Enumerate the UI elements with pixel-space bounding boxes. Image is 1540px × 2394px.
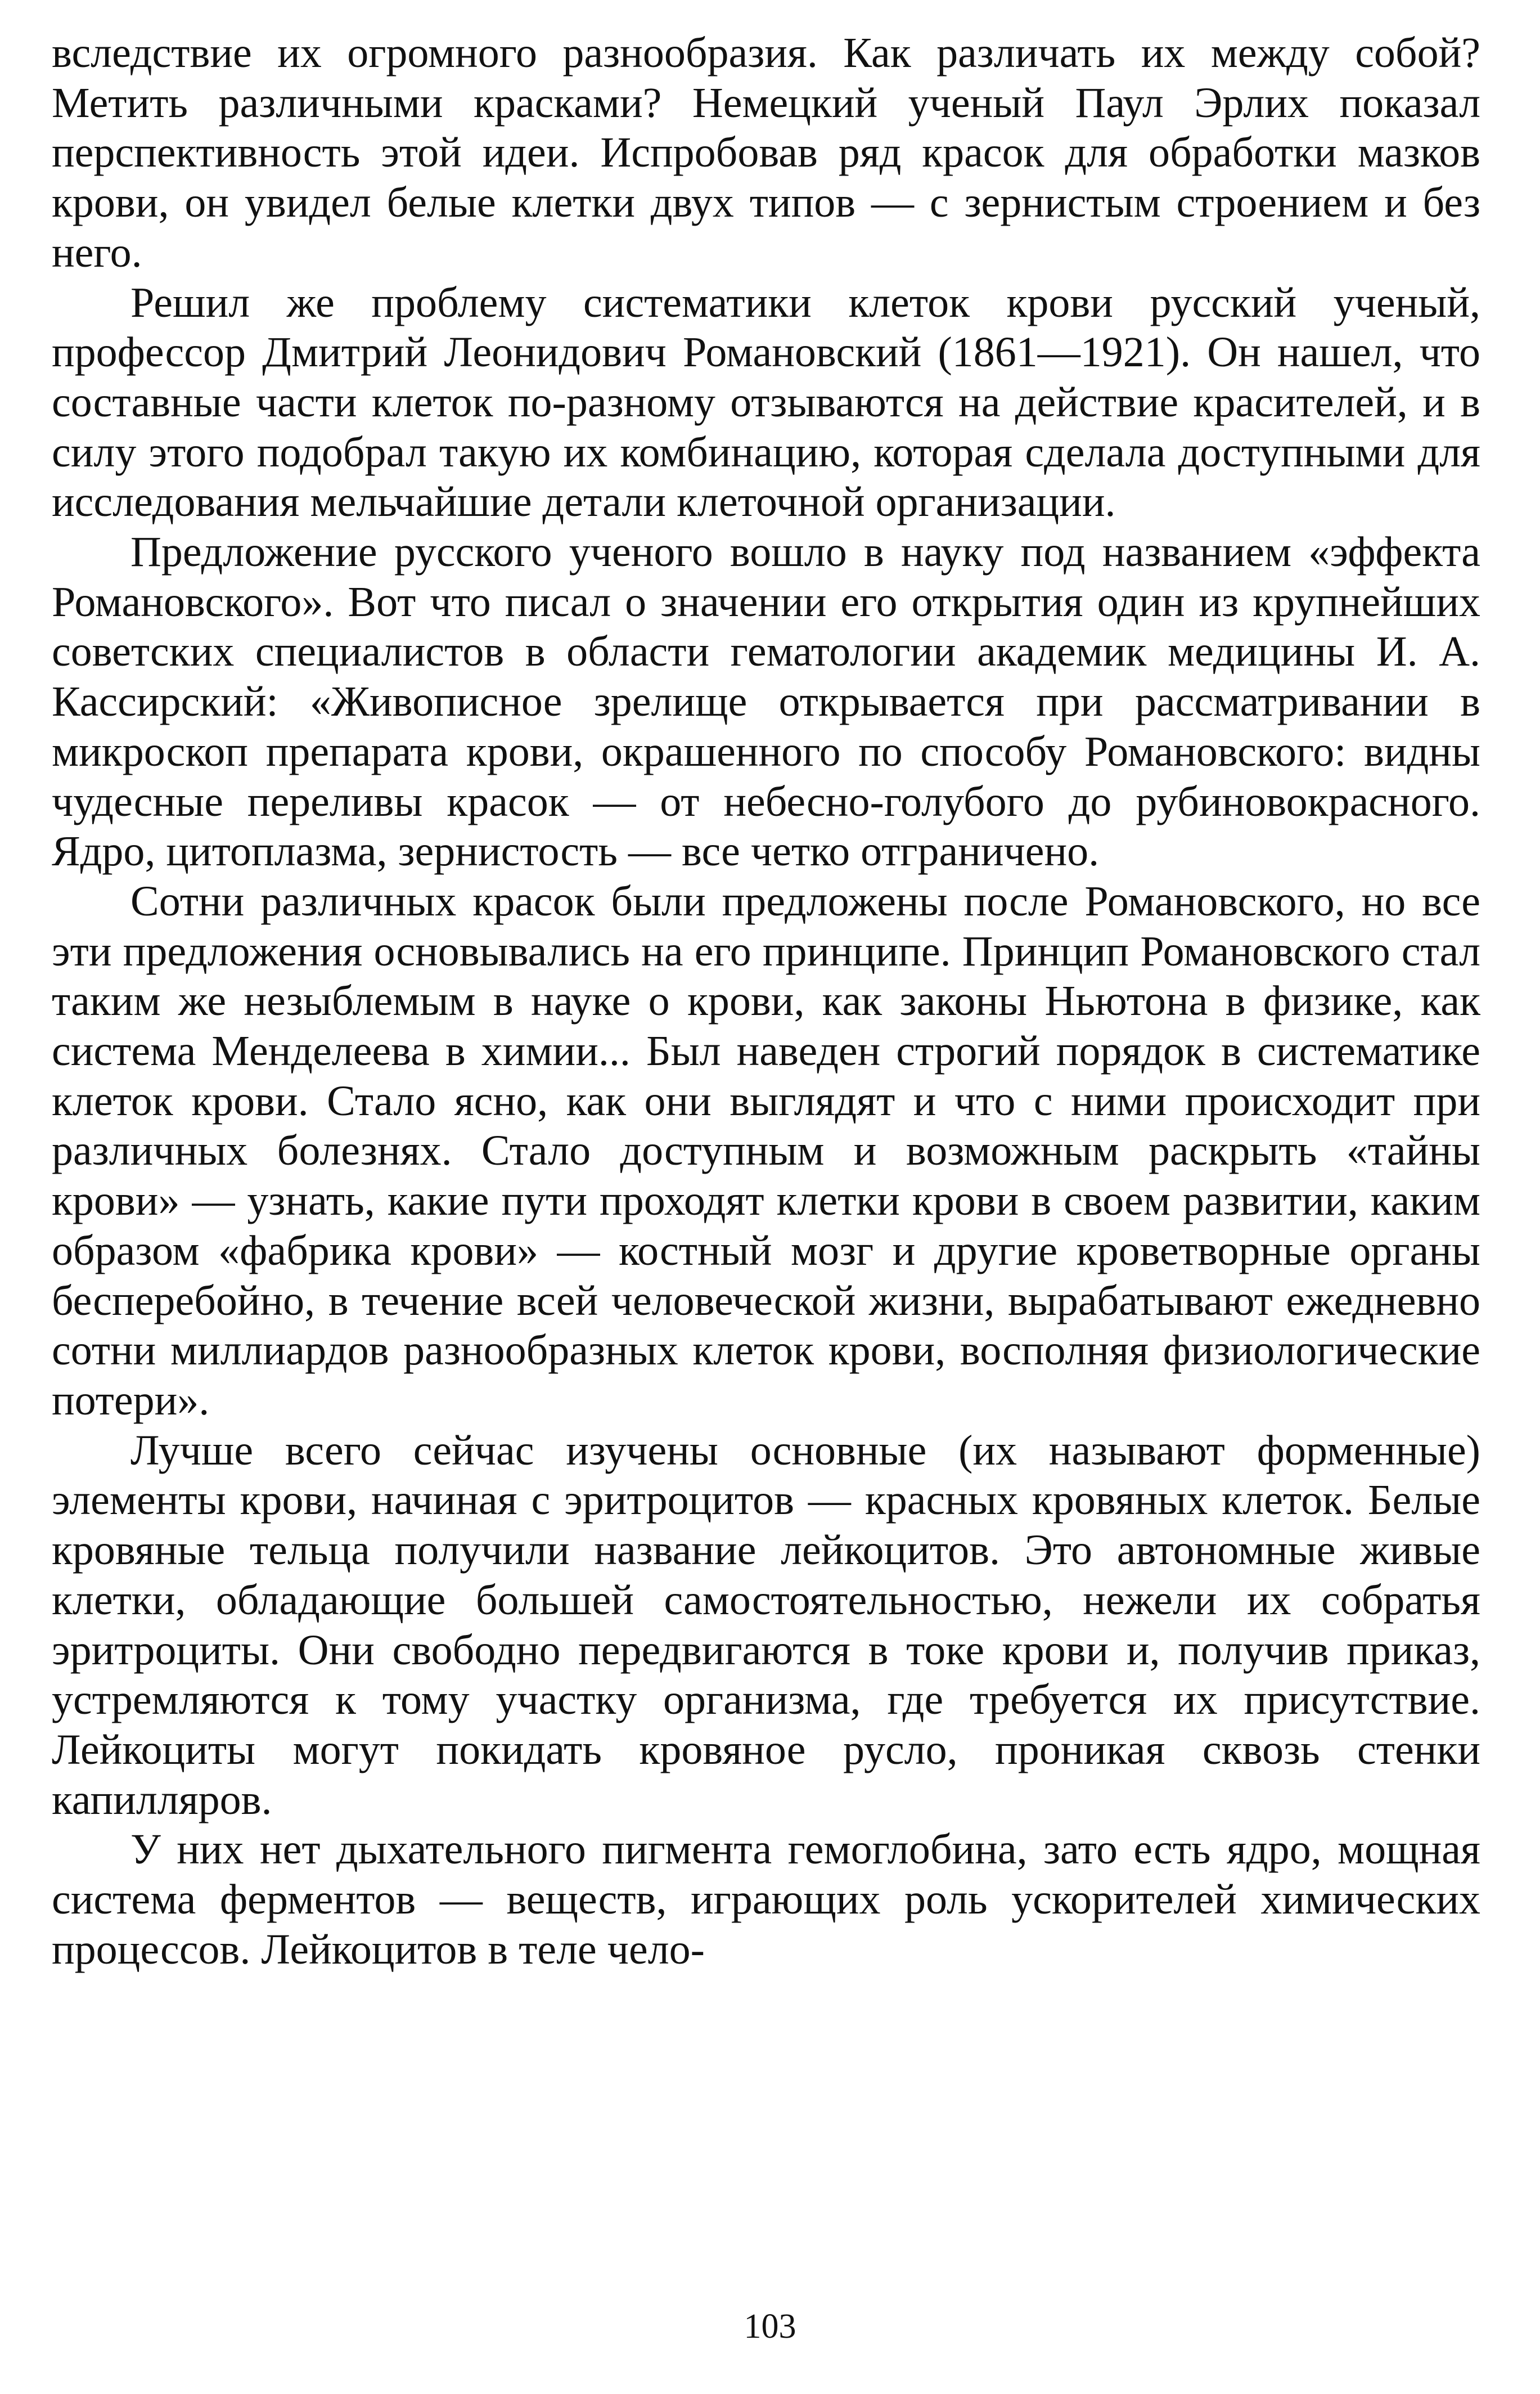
page-number: 103 <box>744 2307 796 2346</box>
paragraph-4: Сотни различных красок были предложены после Романовского, но все эти предложения основывались на его принципе. Принцип Романовского стал таким же незыблемым в науке о крови, как законы Ньютона в физике, как система Менделеева в химии... Был наведен строгий порядок в систематике клеток крови. Стало ясно, как они выглядят и что с ними происходит при различных болезнях. Стало доступным и возможным раскрыть «тайны крови» — узнать, какие пути проходят клетки крови в своем развитии, каким образом «фабрика крови» — костный мозг и другие кроветворные органы бесперебойно, в течение всей человеческой жизни, вырабатывают ежедневно сотни миллиардов разнообразных клеток крови, восполняя физиологические потери». <box>52 877 1480 1424</box>
paragraph-1: вследствие их огромного разнообразия. Как различать их между собой? Метить различными красками? Немецкий ученый Паул Эрлих показал перспективность этой идеи. Испробовав ряд красок для обработки мазков крови, он увидел белые клетки двух типов — с зернистым строением и без него. <box>52 29 1480 276</box>
page-body <box>52 28 1480 2335</box>
paragraph-5: Лучше всего сейчас изучены основные (их называют форменные) элементы крови, начиная с эритроцитов — красных кровяных клеток. Белые кровяные тельца получили название лейкоцитов. Это автономные живые клетки, обладающие большей самостоятельностью, нежели их собратья эритроциты. Они свободно передвигаются в токе крови и, получив приказ, устремляются к тому участку организма, где требуется их присутствие. Лейкоциты могут покидать кровяное русло, проникая сквозь стенки капилляров. <box>52 1426 1480 1823</box>
paragraph-6: У них нет дыхательного пигмента гемоглобина, зато есть ядро, мощная система ферментов — веществ, играющих роль ускорителей химических процессов. Лейкоцитов в теле чело- <box>52 1826 1480 1973</box>
paragraph-3: Предложение русского ученого вошло в науку под названием «эффекта Романовского». Вот что писал о значении его открытия один из крупнейших советских специалистов в области гематологии академик медицины И. А. Кассирский: «Живописное зрелище открывается при рассматривании в микроскоп препарата крови, окрашенного по способу Романовского: видны чудесные переливы красок — от небесно-голубого до рубиновокрасного. Ядро, цитоплазма, зернистость — все четко отграничено. <box>52 528 1480 875</box>
paragraph-2: Решил же проблему систематики клеток крови русский ученый, профессор Дмитрий Леонидович Романовский (1861—1921). Он нашел, что составные части клеток по-разному отзываются на действие красителей, и в силу этого подобрал такую их комбинацию, которая сделала доступными для исследования мельчайшие детали клеточной организации. <box>52 279 1480 526</box>
